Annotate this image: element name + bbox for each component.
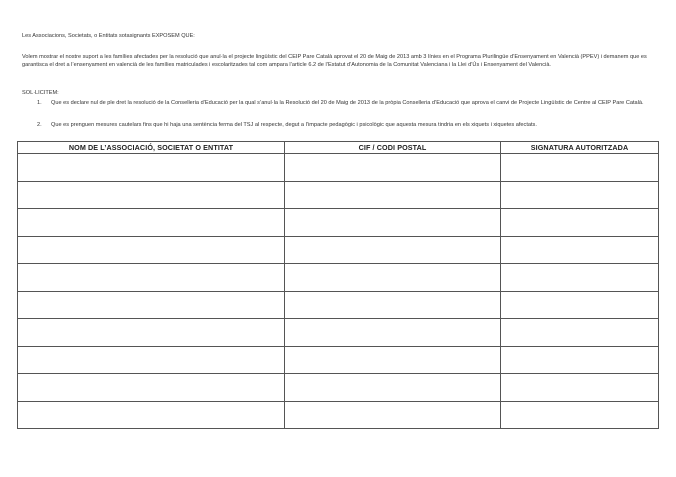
request-text: Que es prenguen mesures cautelars fins que hi haja una sentència ferma del TSJ al respecte, degut a l’impacte pedagògic i psicològic que aquesta mesura tindria en els xiquets i xiquetes afectats.: [51, 122, 537, 128]
intro-text: Les Associacions, Societats, o Entitats sotasignants EXPOSEM QUE:: [22, 33, 195, 39]
signature-cell[interactable]: [501, 236, 659, 264]
cif-postal-code-cell[interactable]: [285, 374, 501, 402]
signature-cell[interactable]: [501, 154, 659, 182]
association-name-cell[interactable]: [18, 346, 285, 374]
signature-table: [17, 141, 659, 429]
association-name-cell[interactable]: [18, 401, 285, 429]
signature-table-body: [18, 154, 659, 429]
header-cif-postal-code: CIF / CODI POSTAL: [285, 142, 501, 154]
request-item-2: [37, 121, 652, 129]
cif-postal-code-cell[interactable]: [285, 319, 501, 347]
signature-cell[interactable]: [501, 401, 659, 429]
table-row: [18, 374, 659, 402]
statement-paragraph: Volem mostrar el nostre suport a les famílies afectades per la resolució que anul·la el projecte lingüístic del CEIP Pare Català aprovat el 20 de Maig de 2013 amb 3 línies en el Programa Plurilingüe d’Ensenyament en Valencià (PPEV) i demanem que es garantisca el dret a l’ensenyament en valencià de les famílies matriculades i escolaritzades tal com ampara l’article 6.2 de l’Estatut d’Autonomia de la Comunitat Valenciana i la Llei d’Ús i Ensenyament del Valencià.: [22, 54, 647, 69]
signature-cell[interactable]: [501, 374, 659, 402]
signature-cell[interactable]: [501, 319, 659, 347]
signature-cell[interactable]: [501, 264, 659, 292]
cif-postal-code-cell[interactable]: [285, 236, 501, 264]
table-row: [18, 291, 659, 319]
cif-postal-code-cell[interactable]: [285, 346, 501, 374]
association-name-cell[interactable]: [18, 181, 285, 209]
association-name-cell[interactable]: [18, 236, 285, 264]
cif-postal-code-cell[interactable]: [285, 209, 501, 237]
table-row: [18, 401, 659, 429]
table-row: [18, 264, 659, 292]
signature-cell[interactable]: [501, 346, 659, 374]
request-number: 1.: [37, 100, 42, 106]
association-name-cell[interactable]: [18, 264, 285, 292]
signature-cell[interactable]: [501, 181, 659, 209]
request-heading: SOL·LICITEM:: [22, 90, 59, 96]
header-authorized-signature: SIGNATURA AUTORITZADA: [501, 142, 659, 154]
cif-postal-code-cell[interactable]: [285, 264, 501, 292]
signature-cell[interactable]: [501, 291, 659, 319]
table-row: [18, 209, 659, 237]
table-row: [18, 154, 659, 182]
table-header-row: [18, 142, 659, 154]
cif-postal-code-cell[interactable]: [285, 401, 501, 429]
association-name-cell[interactable]: [18, 374, 285, 402]
association-name-cell[interactable]: [18, 209, 285, 237]
header-association-name: NOM DE L’ASSOCIACIÓ, SOCIETAT O ENTITAT: [18, 142, 285, 154]
association-name-cell[interactable]: [18, 319, 285, 347]
table-row: [18, 236, 659, 264]
association-name-cell[interactable]: [18, 291, 285, 319]
table-row: [18, 181, 659, 209]
request-text: Que es declare nul de ple dret la resolució de la Conselleria d’Educació per la qual s’anul·la la Resolució del 20 de Maig de 2013 de la pròpia Conselleria d’Educació que aprova el canvi de Projecte Lingüístic de Centre al CEIP Pare Català.: [51, 100, 644, 106]
signature-cell[interactable]: [501, 209, 659, 237]
cif-postal-code-cell[interactable]: [285, 181, 501, 209]
cif-postal-code-cell[interactable]: [285, 291, 501, 319]
request-number: 2.: [37, 122, 42, 128]
request-item-1: [37, 99, 652, 107]
association-name-cell[interactable]: [18, 154, 285, 182]
cif-postal-code-cell[interactable]: [285, 154, 501, 182]
table-row: [18, 319, 659, 347]
table-row: [18, 346, 659, 374]
